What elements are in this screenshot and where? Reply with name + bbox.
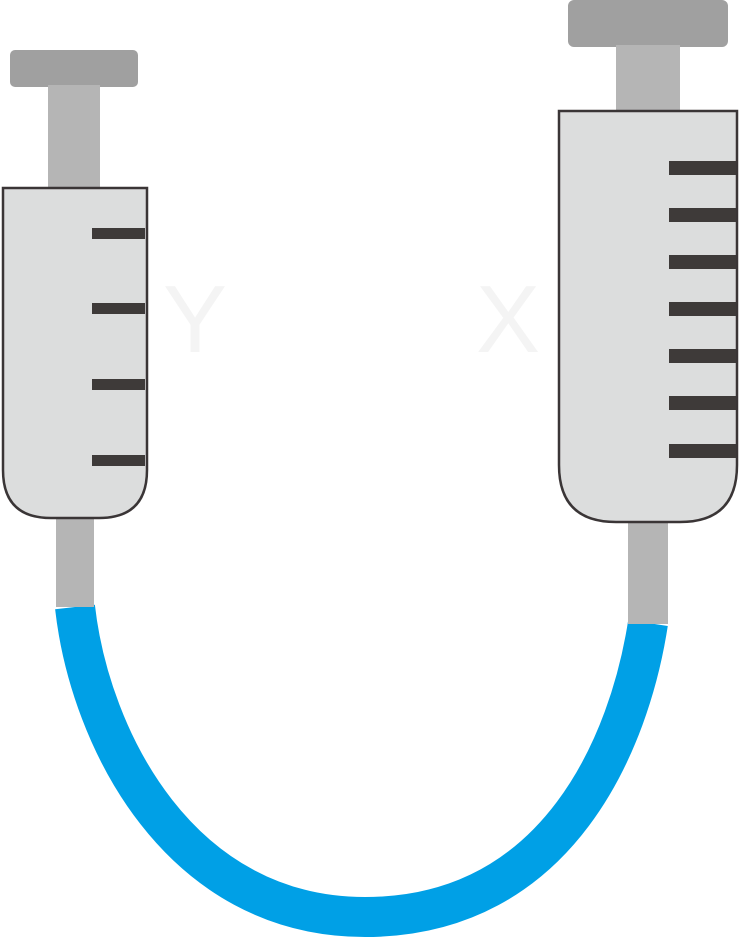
graduation-mark [92, 303, 145, 314]
graduation-mark [92, 379, 145, 390]
syringe-right [559, 0, 737, 624]
graduation-mark [669, 208, 736, 222]
connecting-tube [75, 607, 648, 917]
graduation-mark [669, 444, 736, 458]
graduation-mark [669, 302, 736, 316]
plunger-cap-right [568, 0, 728, 47]
plunger-rod-right [616, 45, 680, 112]
nozzle-right [628, 520, 668, 624]
graduation-mark [92, 228, 145, 239]
graduation-mark [669, 349, 736, 363]
graduation-mark [669, 396, 736, 410]
syringe-left [3, 50, 147, 607]
syringe-label-right: X [475, 266, 541, 373]
graduation-mark [92, 455, 145, 466]
graduation-mark [669, 161, 736, 175]
graduation-mark [669, 255, 736, 269]
syringe-label-left: Y [162, 266, 228, 373]
nozzle-left [56, 515, 94, 607]
plunger-cap-left [10, 50, 138, 87]
plunger-rod-left [48, 85, 100, 190]
